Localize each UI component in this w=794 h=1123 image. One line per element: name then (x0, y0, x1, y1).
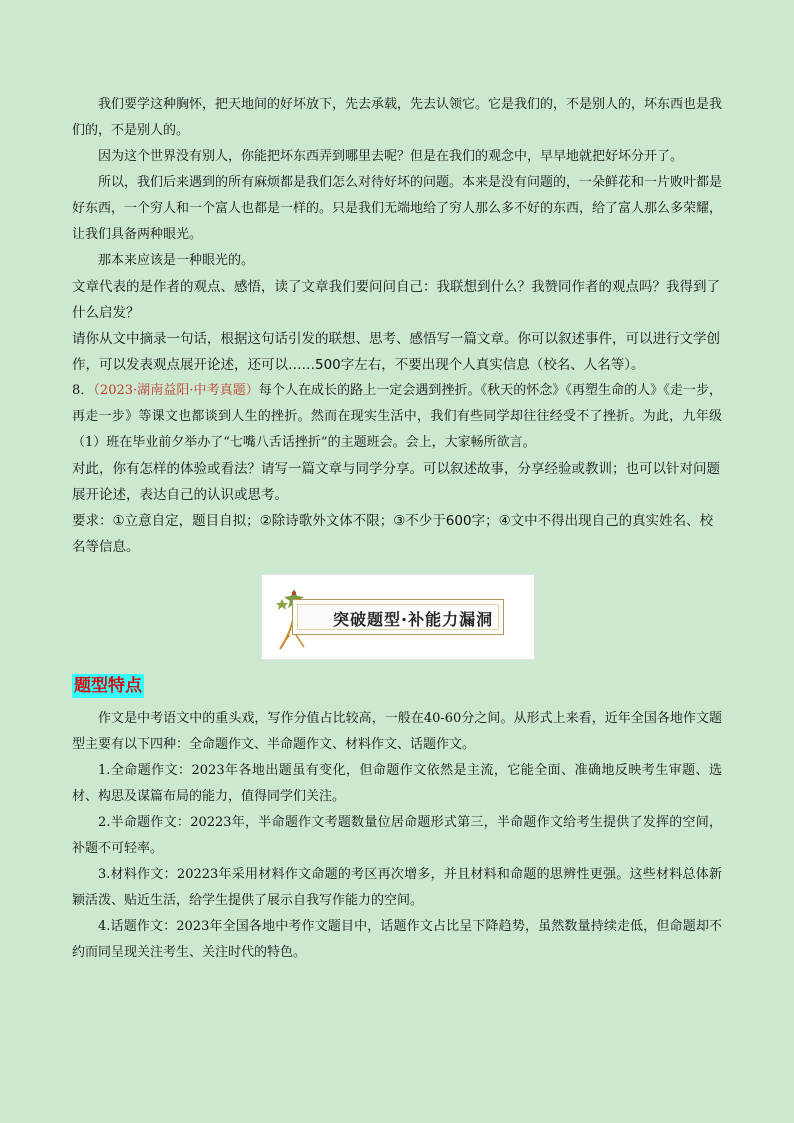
features-item-1: 1.全命题作文：2023年各地出题虽有变化，但命题作文依然是主流，它能全面、准确地反映考生审题、选材、构思及谋篇布局的能力，值得同学们关注。 (72, 763, 722, 804)
banner-title: 突破题型·补能力漏洞 (333, 610, 494, 629)
features-item-4: 4.话题作文：2023年全国各地中考作文题目中，话题作文占比呈下降趋势，虽然数量持续走低，但命题却不约而同呈现关注考生、关注时代的特色。 (72, 919, 722, 960)
section-banner (72, 574, 722, 660)
section-heading: 题型特点 (74, 676, 142, 696)
question-8-requirements: 要求：①立意自定，题目自拟；②除诗歌外文体不限；③不少于600字；④文中不得出现自己的真实姓名、校名等信息。 (72, 513, 714, 555)
prompt-7-line-2: 请你从文中摘录一句话，根据这句话引发的联想、思考、感悟写一篇文章。你可以叙述事件，可以进行文学创作，可以发表观点展开论述，还可以……500字左右，不要出现个人真实信息（校名、人名等）。 (72, 331, 720, 373)
question-8 (72, 378, 722, 456)
prompt-7-line-1: 文章代表的是作者的观点、感悟，读了文章我们要问问自己：我联想到什么？我赞同作者的观点吗？我得到了什么启发？ (72, 279, 720, 321)
passage-paragraph-1: 我们要学这种胸怀，把天地间的好坏放下，先去承载，先去认领它。它是我们的，不是别人的，坏东西也是我们的，不是别人的。 (72, 97, 723, 138)
features-item-2: 2.半命题作文：20223年，半命题作文考题数量位居命题形式第三，半命题作文给考生提供了发挥的空间，补题不可轻率。 (72, 815, 722, 856)
question-8-number: 8． (72, 383, 94, 398)
features-intro: 作文是中考语文中的重头戏，写作分值占比较高，一般在40-60分之间。从形式上来看，近年全国各地作文题型主要有以下四种：全命题作文、半命题作文、材料作文、话题作文。 (72, 711, 722, 752)
passage-paragraph-4: 那本来应该是一种眼光的。 (98, 253, 255, 268)
question-8-source: （2023·湖南益阳·中考真题） (93, 383, 259, 398)
banner-image (261, 574, 535, 660)
passage-paragraph-3: 所以，我们后来遇到的所有麻烦都是我们怎么对待好坏的问题。本来是没有问题的，一朵鲜花和一片败叶都是好东西，一个穷人和一个富人也都是一样的。只是我们无端地给了穷人那么多不好的东西，给了富人那么多荣耀，让我们具备两种眼光。 (72, 175, 723, 242)
features-item-3: 3.材料作文：20223年采用材料作文命题的考区再次增多，并且材料和命题的思辨性更强。这些材料总体新颖活泼、贴近生活，给学生提供了展示自我写作能力的空间。 (72, 867, 722, 908)
question-8-line-2: 对此，你有怎样的体验或看法？请写一篇文章与同学分享。可以叙述故事，分享经验或教训；也可以针对问题展开论述，表达自己的认识或思考。 (72, 461, 720, 503)
banner-frame (292, 599, 504, 635)
document-page (72, 92, 722, 966)
question-8-text: 每个人在成长的路上一定会遇到挫折。《秋天的怀念》《再塑生命的人》《走一步，再走一步》等课文也都谈到人生的挫折。然而在现实生活中，我们有些同学却往往经受不了挫折。为此，九年级（1）班在毕业前夕举办了“七嘴八舌话挫折”的主题班会。会上，大家畅所欲言。 (72, 383, 722, 450)
passage-paragraph-2: 因为这个世界没有别人，你能把坏东西弄到哪里去呢？但是在我们的观念中，早早地就把好坏分开了。 (98, 149, 684, 164)
